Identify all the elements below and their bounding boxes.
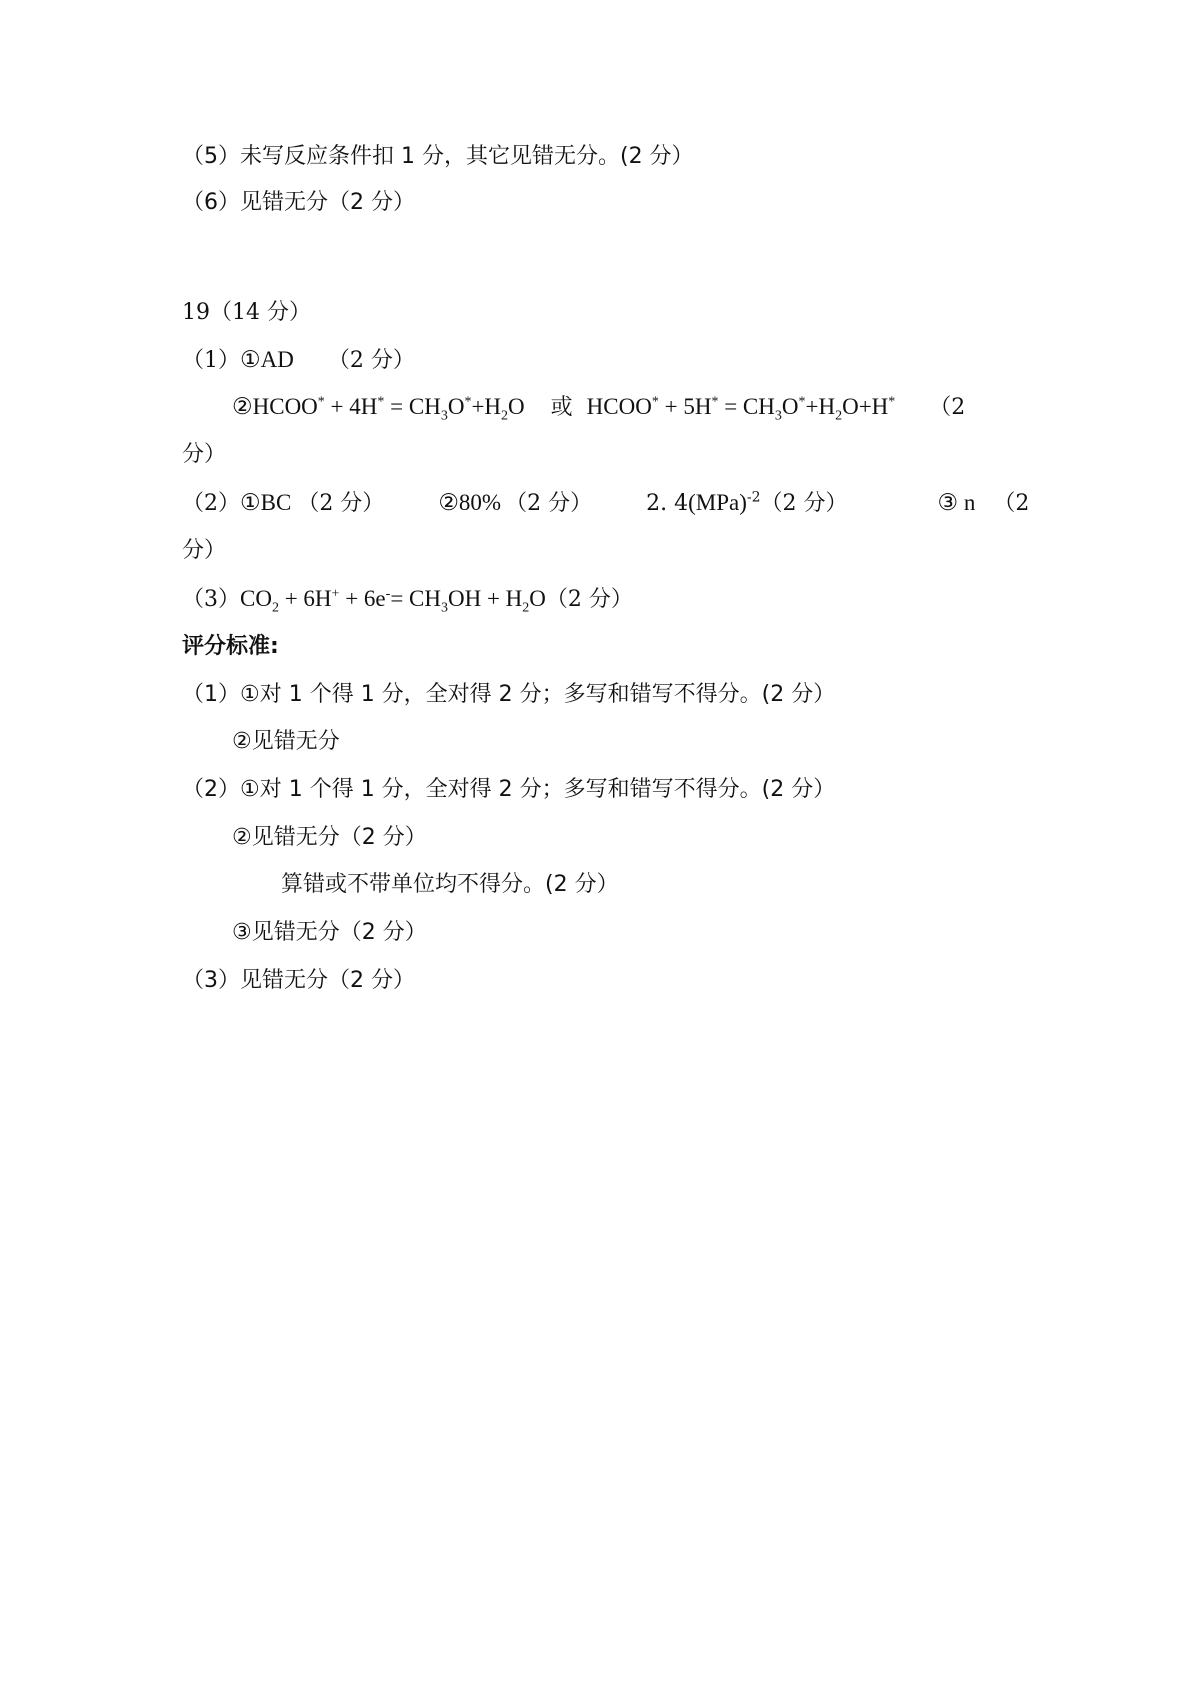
criteria-2: （2）①对 1 个得 1 分，全对得 2 分；多写和错写不得分。(2 分） <box>182 777 836 802</box>
q19-part1-line1 <box>182 345 415 376</box>
q19-part2-score-end: 分） <box>182 538 227 563</box>
criteria-2c: 算错或不带单位均不得分。(2 分） <box>281 872 619 897</box>
question-19-heading: 19（14 分） <box>182 300 311 325</box>
q19-part2-line: （2）①BC （2 分） ②80% （2 分） 2. 4(MPa)$^{-2}$（2 分） ③ n （2 <box>182 489 1030 516</box>
criteria-1: （1）①对 1 个得 1 分，全对得 2 分；多写和错写不得分。(2 分） <box>182 682 836 707</box>
criteria-1b: ②见错无分 <box>232 729 340 754</box>
prev-item-6: （6）见错无分（2 分） <box>182 190 415 215</box>
answer-80: ②80% <box>438 490 502 515</box>
q19-part3-equation: $(3)CO_2 + 6H^+ + 6e^-= CH_3OH + H_2O(2$ 分） <box>182 586 633 616</box>
criteria-2b: ②见错无分（2 分） <box>232 825 427 850</box>
part-label: （3） <box>182 587 240 612</box>
answer-ad: ①AD <box>240 347 294 372</box>
answer-kp: 2. 4 <box>646 491 689 516</box>
part-label: （2） <box>182 491 240 516</box>
q19-part1-equation: ②HCOO* + $4H^* = CH_3O^*+H_2O$ 或 HCOO* + $5H^* = CH_3O^*+H_2O+H^*$ （2 <box>232 394 966 424</box>
score-start: （2 <box>929 395 966 420</box>
criteria-2d: ③见错无分（2 分） <box>232 920 427 945</box>
answer-bc: ①BC <box>240 490 292 515</box>
answer-n: ③ n <box>937 490 976 515</box>
score: （2 分） <box>327 348 415 373</box>
q19-part1-score-end: 分） <box>182 442 227 467</box>
criteria-3: （3）见错无分（2 分） <box>182 968 415 993</box>
part-label: （1） <box>182 348 240 373</box>
prev-item-5: （5）未写反应条件扣 1 分，其它见错无分。(2 分） <box>182 144 694 169</box>
or-word: 或 <box>550 395 573 420</box>
criteria-title: 评分标准: <box>182 634 279 659</box>
